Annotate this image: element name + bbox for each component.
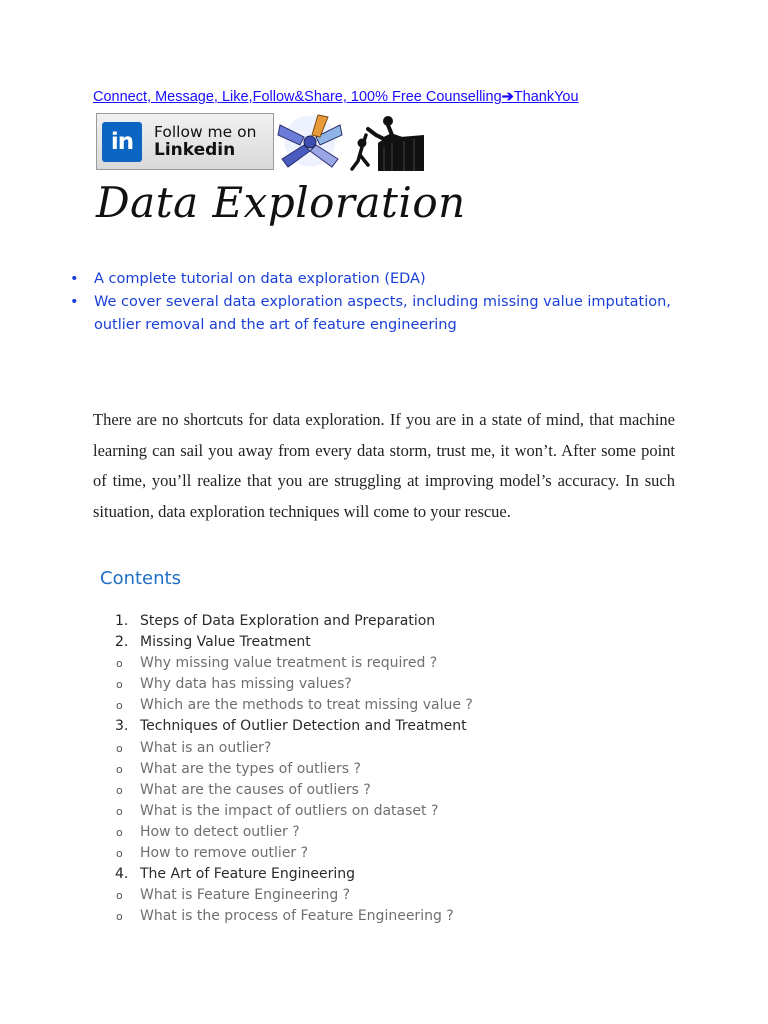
circle-bullet-icon: o [116, 910, 123, 924]
toc-subitem[interactable] [110, 695, 473, 716]
contents-heading: Contents [100, 568, 181, 589]
toc-subitem-text: Why missing value treatment is required ? [140, 655, 438, 672]
connect-link-text: Connect, Message, Like,Follow&Share, 100% Free Counselling [93, 89, 502, 105]
summary-bullet: • A complete tutorial on data exploration (EDA) [70, 268, 690, 291]
circle-bullet-icon: o [116, 889, 123, 903]
toc-item-text: Techniques of Outlier Detection and Treatment [140, 718, 467, 735]
toc-number: 4. [115, 866, 129, 883]
toc-subitem[interactable] [110, 906, 473, 927]
arrow-right-icon: ➔ [501, 89, 514, 105]
toc-subitem[interactable] [110, 674, 473, 695]
toc-subitem-text: Which are the methods to treat missing value ? [140, 697, 473, 714]
toc-subitem[interactable] [110, 885, 473, 906]
circle-bullet-icon: o [116, 699, 123, 713]
toc-item-text: Steps of Data Exploration and Preparation [140, 613, 436, 629]
summary-bullets [70, 268, 690, 337]
connect-link[interactable] [93, 89, 579, 105]
toc-item[interactable] [110, 864, 473, 885]
circle-bullet-icon: o [116, 678, 123, 692]
toc-subitem[interactable] [110, 801, 473, 822]
linkedin-logo-icon: in [102, 122, 142, 162]
toc-subitem-text: How to remove outlier ? [140, 845, 309, 862]
toc-number: 1. [115, 613, 129, 629]
toc-subitem-text: What are the types of outliers ? [140, 760, 361, 777]
circle-bullet-icon: o [116, 847, 123, 861]
toc-subitem[interactable] [110, 822, 473, 843]
thankyou-text: ThankYou [513, 89, 579, 105]
linkedin-badge-line1: Follow me on [154, 122, 257, 141]
circle-bullet-icon: o [116, 804, 123, 818]
linkedin-badge-text [154, 124, 256, 160]
circle-bullet-icon: o [116, 825, 123, 839]
toc-subitem-text: What is an outlier? [140, 739, 272, 756]
toc-item[interactable] [110, 632, 473, 653]
circle-bullet-icon: o [116, 657, 123, 671]
toc-item-text: The Art of Feature Engineering [140, 866, 356, 883]
linkedin-badge-line2: Linkedin [154, 139, 236, 160]
table-of-contents [110, 611, 473, 927]
page-title: Data Exploration [96, 178, 466, 227]
toc-subitem-text: What is the impact of outliers on dataset ? [140, 802, 439, 819]
toc-subitem[interactable] [110, 843, 473, 864]
toc-number: 3. [115, 718, 129, 735]
toc-subitem-text: What are the causes of outliers ? [140, 781, 371, 798]
toc-subitem-text: What is Feature Engineering ? [140, 887, 351, 904]
toc-subitem[interactable] [110, 738, 473, 759]
toc-subitem-text: What is the process of Feature Engineering ? [140, 908, 454, 925]
climbing-help-icon [348, 113, 424, 171]
toc-item-text: Missing Value Treatment [140, 634, 311, 651]
linkedin-follow-badge[interactable] [96, 113, 274, 170]
circle-bullet-icon: o [116, 741, 123, 755]
teamwork-hands-icon [274, 111, 346, 171]
summary-bullet: • We cover several data exploration aspects, including missing value imputation, outlier removal and the art of feature engineering [70, 291, 690, 337]
toc-number: 2. [115, 634, 129, 651]
toc-subitem-text: How to detect outlier ? [140, 823, 300, 840]
circle-bullet-icon: o [116, 783, 123, 797]
toc-item[interactable] [110, 716, 473, 737]
toc-item[interactable] [110, 611, 473, 632]
circle-bullet-icon: o [116, 762, 123, 776]
toc-subitem[interactable] [110, 780, 473, 801]
toc-subitem[interactable] [110, 759, 473, 780]
toc-subitem[interactable] [110, 653, 473, 674]
toc-subitem-text: Why data has missing values? [140, 676, 352, 693]
intro-paragraph: There are no shortcuts for data exploration. If you are in a state of mind, that machine learning can sail you away from every data storm, trust me, it won’t. After some point of time, you’ll realize that you are struggling at improving model’s accuracy. In such situation, data exploration techniques will come to your rescue. [93, 410, 675, 521]
